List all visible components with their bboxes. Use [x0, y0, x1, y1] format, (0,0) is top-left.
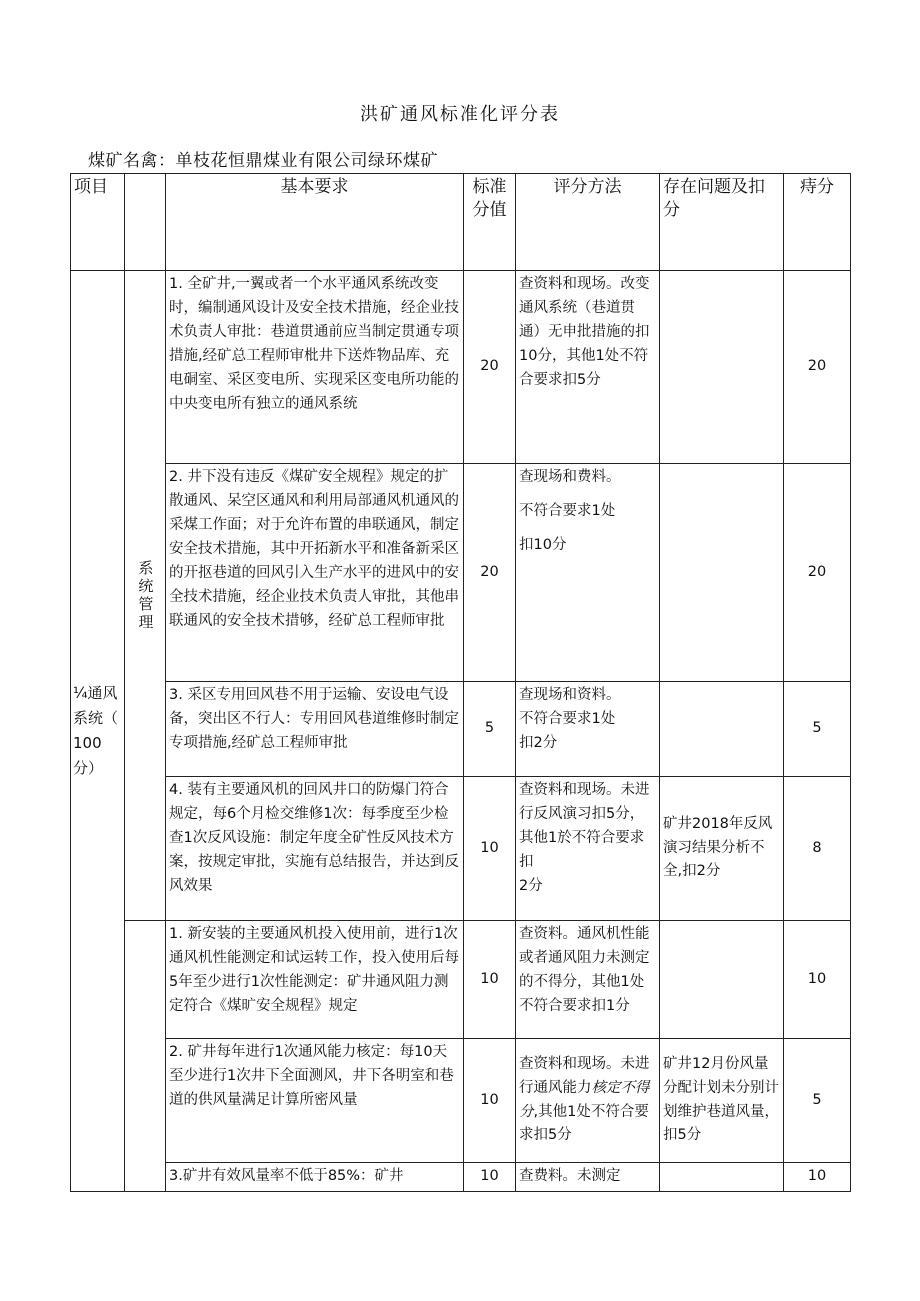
standard-cell: 10 — [464, 921, 516, 1039]
header-item: 项目 — [71, 174, 125, 271]
requirement-cell: 3. 采区专用回风巷不用于运输、安设电气设备，突出区不行人：专用回风巷道维修时制定专项措施,经矿总工程师审批 — [166, 682, 464, 777]
method-text: 查资料和现场。未进行通风能力 — [519, 1055, 650, 1096]
method-text: ,其他1处不符合要求扣5分 — [519, 1103, 649, 1144]
issues-cell: 矿井2018年反风演习结果分析不全,扣2分 — [660, 777, 784, 921]
requirement-cell: 2. 矿井每年进行1次通风能力核定：每10天至少进行1次井下全面测风，井下各明室和巷道的供风量满足计算所密风量 — [166, 1039, 464, 1163]
header-requirement: 基本要求 — [166, 174, 464, 271]
method-line: 查资料和现场。改变通风系统（巷道贯通）无申批措施的扣10分，其他1处不符合要求扣5分 — [519, 276, 650, 388]
requirement-cell: 2. 井下没有违反《煤矿安全规程》规定的扩散通风、呆空区通风和利用局部通风机通风的采煤工作面；对于允许布置的串联通风，制定安全技术措施，其中开拓新水平和准备新采区的开抠巷道的回风引入生产水平的进风中的安全技术措施，经企业技术负责人审批，其他串联通风的安全技术措够，经矿总工程师审批 — [166, 464, 464, 682]
table-row — [71, 271, 851, 464]
method-cell — [516, 1163, 660, 1192]
section-item-label: ¼通风系统（ 100 分） — [71, 271, 125, 1192]
score-cell: 20 — [784, 464, 851, 682]
group-label-text: 系统管理 — [136, 559, 155, 632]
score-cell: 8 — [784, 777, 851, 921]
group-label — [125, 271, 166, 921]
method-text-italic: 核定不得分 — [519, 1079, 650, 1120]
method-cell — [516, 682, 660, 777]
requirement-cell: 3.矿井有效风量率不低于85%：矿井 — [166, 1163, 464, 1192]
score-cell: 10 — [784, 921, 851, 1039]
table-row — [71, 1039, 851, 1163]
issues-cell: 矿井12月份风量分配计划未分别计划维护巷道风量，扣5分 — [660, 1039, 784, 1163]
standard-cell: 5 — [464, 682, 516, 777]
method-cell — [516, 464, 660, 682]
method-line: 查费料。未测定 — [519, 1168, 621, 1184]
method-line: 不符合要求1处 — [519, 502, 616, 519]
table-row — [71, 1163, 851, 1192]
mine-name: 煤矿名禽：单枝花恒鼎煤业有限公司绿环煤矿 — [88, 151, 438, 171]
method-line: 扣10分 — [519, 536, 567, 553]
method-line: 查现场和资料。 — [519, 687, 621, 703]
issues-cell — [660, 921, 784, 1039]
standard-cell: 10 — [464, 777, 516, 921]
requirement-cell: 4. 装有主要通风机的回风井口的防爆门符合规定，每6个月检交维修1次：每季度至少检查1次反风设施：制定年度全矿性反风技术方案，按规定审批，实施有总结报告，并达到反风效果 — [166, 777, 464, 921]
issues-cell — [660, 464, 784, 682]
standard-cell: 20 — [464, 464, 516, 682]
method-cell — [516, 271, 660, 464]
method-cell — [516, 1039, 660, 1163]
score-cell: 5 — [784, 682, 851, 777]
page-title: 洪矿通风标准化评分表 — [360, 104, 560, 125]
group-label-2 — [125, 921, 166, 1192]
header-score: 痔分 — [784, 174, 851, 271]
method-line: 扣2分 — [519, 734, 558, 751]
standard-cell: 10 — [464, 1039, 516, 1163]
method-line: 查资料和现场。未进行反风演习扣5分，其他1於不符合要求扣 — [519, 782, 650, 870]
issues-cell — [660, 1163, 784, 1192]
score-cell: 5 — [784, 1039, 851, 1163]
issues-cell — [660, 682, 784, 777]
issues-cell — [660, 271, 784, 464]
score-table — [70, 173, 851, 1192]
table-row — [71, 921, 851, 1039]
header-method: 评分方法 — [516, 174, 660, 271]
method-line: 查资料。通风机性能或者通风阻力未测定的不得分，其他1处不符合要求扣1分 — [519, 926, 650, 1014]
requirement-cell: 1. 全矿井,一翼或者一个水平通风系统改变时，编制通风设计及安全技术措施，经企业技术负责人审批：巷道贯通前应当制定贯通专项措施,经矿总工程师审枇井下送炸物品库、充电硐室、采区变电所、实现采区变电所功能的中央变电所有独立的通风系统 — [166, 271, 464, 464]
method-cell — [516, 777, 660, 921]
method-line: 2分 — [519, 877, 543, 894]
table-row — [71, 777, 851, 921]
header-issues: 存在问题及扣分 — [660, 174, 784, 271]
header-row — [71, 174, 851, 271]
score-cell: 20 — [784, 271, 851, 464]
method-line: 查现场和费料。 — [519, 469, 621, 485]
method-line: 不符合要求1处 — [519, 710, 616, 727]
standard-cell: 10 — [464, 1163, 516, 1192]
table-row — [71, 682, 851, 777]
header-sub — [125, 174, 166, 271]
table-row — [71, 464, 851, 682]
method-cell — [516, 921, 660, 1039]
requirement-cell: 1. 新安装的主要通风机投入使用前，进行1次通风机性能测定和试运转工作，投入使用后每5年至少进行1次性能测定：矿井通风阻力测定符合《煤旷安全规程》规定 — [166, 921, 464, 1039]
standard-cell: 20 — [464, 271, 516, 464]
score-cell: 10 — [784, 1163, 851, 1192]
header-standard: 标准分值 — [464, 174, 516, 271]
